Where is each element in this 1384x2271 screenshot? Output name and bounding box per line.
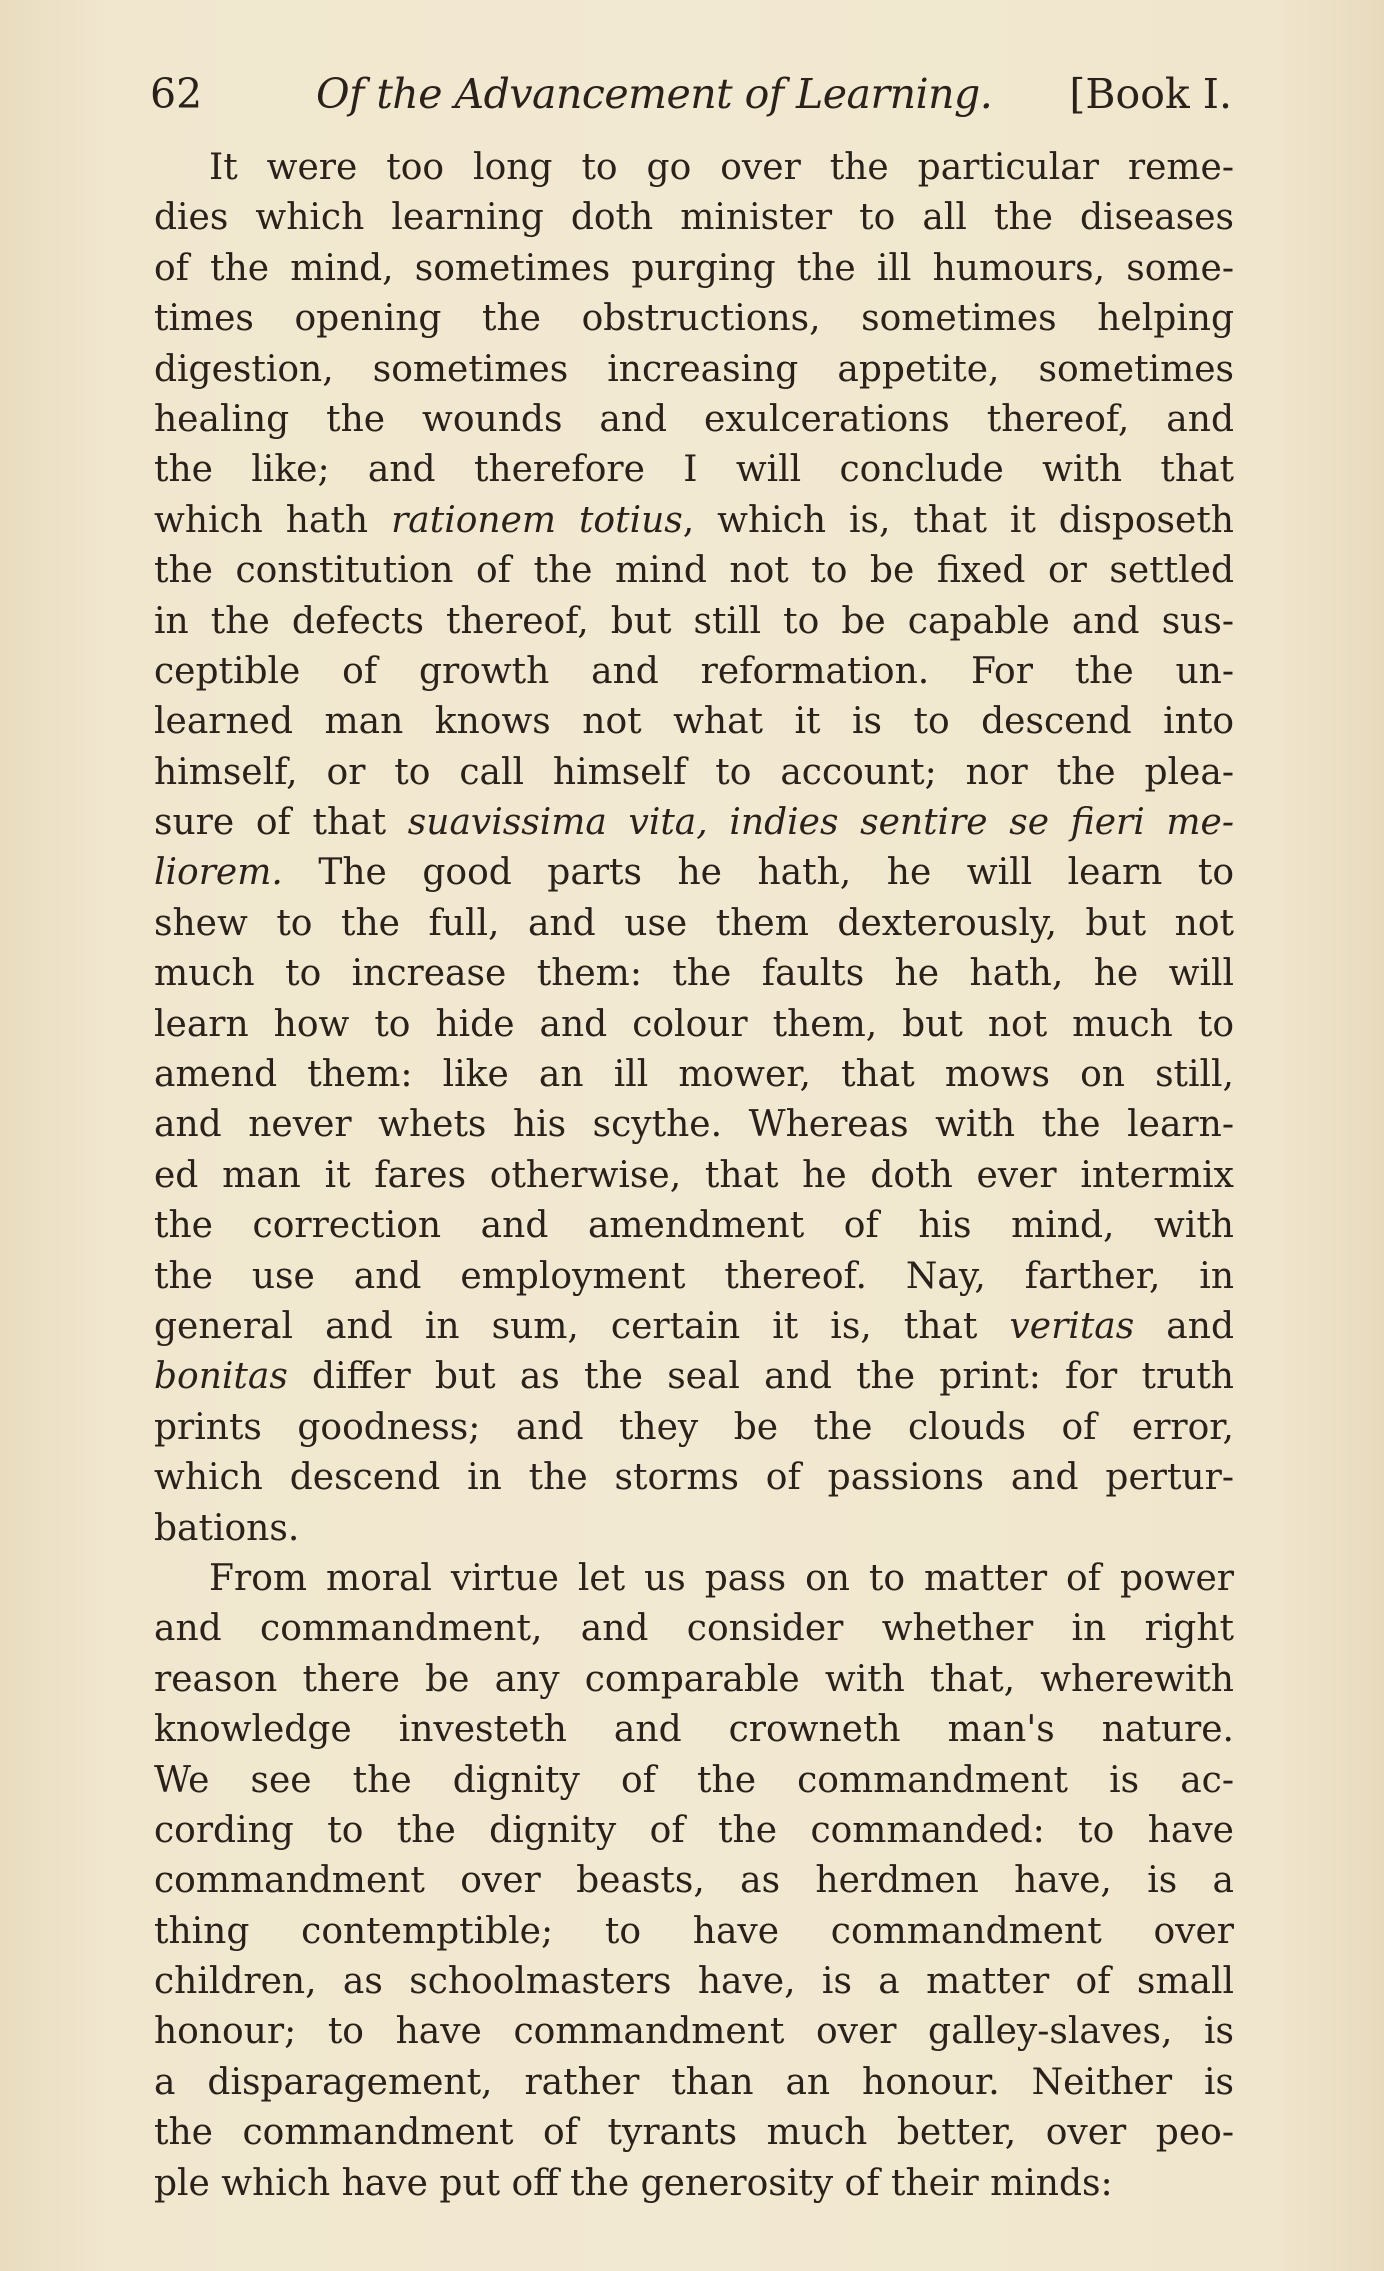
text-line: honour; to have commandment over galley-slaves, is — [154, 2011, 1234, 2053]
text-run: and — [1134, 1305, 1234, 1347]
text-line: the like; and therefore I will conclude with that — [154, 449, 1234, 491]
text-run: , which is, that it disposeth — [682, 499, 1234, 541]
text-line: We see the dignity of the commandment is ac- — [154, 1759, 1234, 1801]
page-header — [150, 62, 1240, 132]
text-line — [154, 848, 1234, 898]
text-line: of the mind, sometimes purging the ill humours, some- — [154, 247, 1234, 289]
body-text — [154, 143, 1234, 2209]
text-line — [154, 496, 1234, 546]
text-line: knowledge investeth and crowneth man's nature. — [154, 1709, 1234, 1751]
text-line: and commandment, and consider whether in right — [154, 1608, 1234, 1650]
text-line — [154, 1302, 1234, 1352]
text-run: general and in sum, certain it is, that — [154, 1305, 1010, 1347]
paragraph — [154, 1554, 1234, 2209]
text-line: much to increase them: the faults he hath, he will — [154, 953, 1234, 995]
text-line: ed man it fares otherwise, that he doth ever intermix — [154, 1154, 1234, 1196]
text-line: dies which learning doth minister to all the diseases — [154, 197, 1234, 239]
text-line: the use and employment thereof. Nay, farther, in — [154, 1255, 1234, 1297]
text-line: and never whets his scythe. Whereas with the learn- — [154, 1104, 1234, 1146]
text-line: himself, or to call himself to account; nor the plea- — [154, 751, 1234, 793]
text-line: children, as schoolmasters have, is a matter of small — [154, 1961, 1234, 2003]
text-line: reason there be any comparable with that, wherewith — [154, 1658, 1234, 1700]
text-line: cording to the dignity of the commanded: to have — [154, 1809, 1234, 1851]
text-run: which hath — [154, 499, 392, 541]
text-line: which descend in the storms of passions and pertur- — [154, 1457, 1234, 1499]
text-line: times opening the obstructions, sometimes helping — [154, 298, 1234, 340]
text-line: prints goodness; and they be the clouds of error, — [154, 1406, 1234, 1448]
text-line: It were too long to go over the particular reme- — [209, 147, 1234, 188]
text-run: differ but as the seal and the print: for truth — [287, 1356, 1234, 1398]
text-line: commandment over beasts, as herdmen have, is a — [154, 1860, 1234, 1902]
text-line: a disparagement, rather than an honour. Neither is — [154, 2061, 1234, 2103]
italic-phrase: suavissima vita, indies sentire se fieri me- — [407, 802, 1234, 844]
text-line — [154, 1352, 1234, 1402]
running-title: Of the Advancement of Learning. — [316, 70, 993, 118]
italic-phrase: bonitas — [154, 1356, 288, 1398]
text-line: ple which have put off the generosity of their minds: — [154, 2162, 1113, 2204]
text-line: digestion, sometimes increasing appetite, sometimes — [154, 348, 1234, 390]
paragraph — [154, 143, 1234, 1554]
text-line: thing contemptible; to have commandment over — [154, 1910, 1234, 1952]
italic-phrase: veritas — [1009, 1305, 1135, 1347]
text-line: the commandment of tyrants much better, over peo- — [154, 2112, 1234, 2154]
text-line — [154, 798, 1234, 848]
book-label: [Book I. — [1069, 70, 1232, 118]
text-run: sure of that — [154, 802, 408, 844]
text-line: the correction and amendment of his mind, with — [154, 1205, 1234, 1247]
text-line: in the defects thereof, but still to be capable and sus- — [154, 600, 1234, 642]
text-line: From moral virtue let us pass on to matter of power — [209, 1557, 1234, 1599]
text-line: the constitution of the mind not to be fixed or settled — [154, 550, 1234, 592]
page-number: 62 — [150, 70, 203, 118]
text-line: learned man knows not what it is to descend into — [154, 701, 1234, 743]
text-line: healing the wounds and exulcerations thereof, and — [154, 398, 1234, 440]
italic-phrase: liorem. — [154, 852, 283, 894]
italic-phrase: rationem totius — [391, 499, 683, 541]
text-line: learn how to hide and colour them, but not much to — [154, 1003, 1234, 1045]
text-line: amend them: like an ill mower, that mows on still, — [154, 1054, 1234, 1096]
text-run: The good parts he hath, he will learn to — [282, 852, 1234, 894]
text-line: ceptible of growth and reformation. For the un- — [154, 650, 1234, 692]
text-line: shew to the full, and use them dexterously, but not — [154, 902, 1234, 944]
text-line: bations. — [154, 1507, 300, 1549]
